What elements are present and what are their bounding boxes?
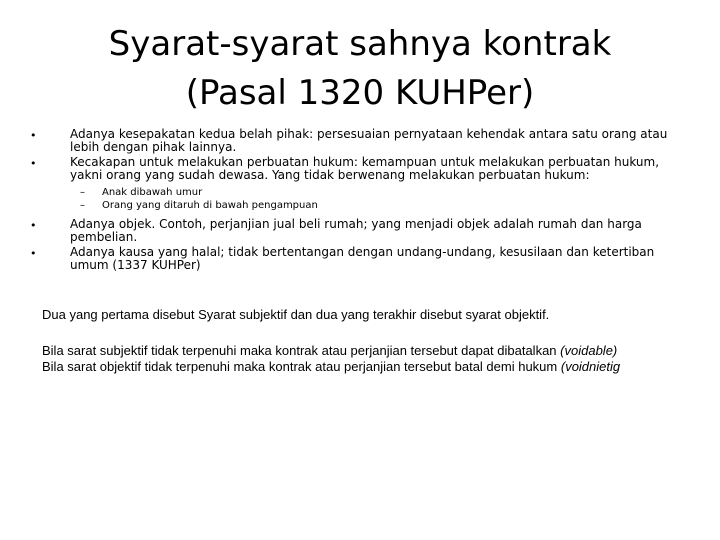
subjective-consequence xyxy=(42,343,682,359)
bullet-list xyxy=(30,128,680,274)
sub-bullet-item xyxy=(70,199,680,212)
bullet-item xyxy=(30,156,680,212)
bullet-icon: • xyxy=(30,219,37,232)
bullet-icon: • xyxy=(30,247,37,260)
voidnietig-term: (voidnietig xyxy=(560,359,621,374)
consequence-paragraph xyxy=(42,343,682,375)
dash-icon: – xyxy=(80,200,85,211)
bullet-icon: • xyxy=(30,129,37,142)
bullet-text: Kecakapan untuk melakukan perbuatan hukum: kemampuan untuk melakukan perbuatan hukum, yakni orang yang sudah dewasa. Yang tidak berwenang melakukan perbuatan hukum: xyxy=(70,155,660,182)
slide-title: Syarat-syarat sahnya kontrak (Pasal 1320 KUHPer) xyxy=(108,24,612,113)
voidable-term: (voidable) xyxy=(560,343,618,358)
bullet-item xyxy=(30,218,680,244)
objective-consequence xyxy=(42,359,682,375)
bullet-icon: • xyxy=(30,157,37,170)
subjective-consequence-text: Bila sarat subjektif tidak terpenuhi maka kontrak atau perjanjian tersebut dapat dibatalkan xyxy=(42,343,557,358)
sub-bullet-item xyxy=(70,186,680,199)
bullet-item xyxy=(30,128,680,154)
summary-paragraph: Dua yang pertama disebut Syarat subjektif dan dua yang terakhir disebut syarat objektif. xyxy=(42,307,550,322)
bullet-text: Adanya kausa yang halal; tidak bertentangan dengan undang-undang, kesusilaan dan ketertiban umum (1337 KUHPer) xyxy=(70,245,655,272)
bullet-text: Adanya kesepakatan kedua belah pihak: persesuaian pernyataan kehendak antara satu orang atau lebih dengan pihak lainnya. xyxy=(70,127,668,154)
bullet-text: Adanya objek. Contoh, perjanjian jual beli rumah; yang menjadi objek adalah rumah dan harga pembelian. xyxy=(70,217,642,244)
sub-bullet-text: Orang yang ditaruh di bawah pengampuan xyxy=(102,200,318,211)
sub-bullet-list xyxy=(70,186,680,212)
dash-icon: – xyxy=(80,187,85,198)
bullet-item xyxy=(30,246,680,272)
objective-consequence-text: Bila sarat objektif tidak terpenuhi maka kontrak atau perjanjian tersebut batal demi hukum xyxy=(42,359,558,374)
sub-bullet-text: Anak dibawah umur xyxy=(102,187,203,198)
